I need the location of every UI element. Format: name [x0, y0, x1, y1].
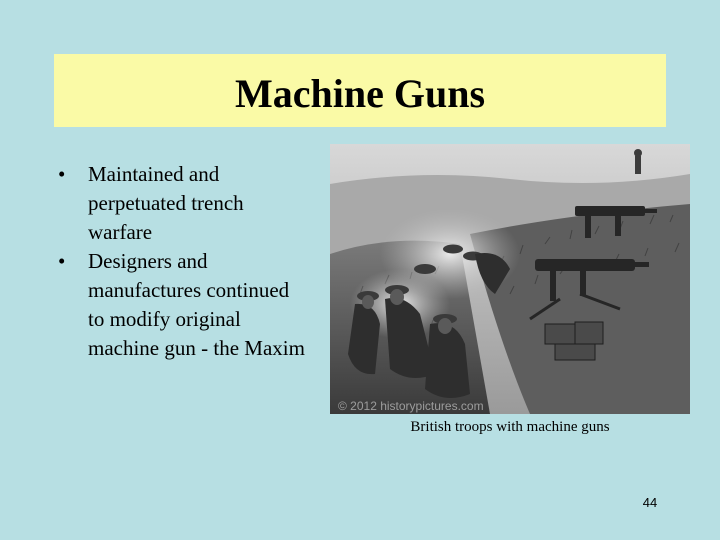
bullet-item: [58, 160, 308, 247]
bullet-list: [58, 160, 308, 363]
bullet-item: [58, 247, 308, 363]
photo-watermark: © 2012 historypictures.com: [338, 399, 484, 413]
trench-photo: [330, 144, 690, 414]
photo-caption: British troops with machine guns: [410, 419, 610, 435]
bullet-icon: •: [58, 249, 66, 273]
bullet-text: Designers and manufactures continued to modify original machine gun - the Maxim: [88, 249, 305, 360]
title-box: [54, 54, 666, 127]
photo-illustration: [330, 144, 690, 414]
bullet-icon: •: [58, 162, 66, 186]
page-number: 44: [642, 495, 658, 510]
slide-title: Machine Guns: [234, 71, 486, 116]
bullet-text: Maintained and perpetuated trench warfare: [88, 162, 244, 244]
